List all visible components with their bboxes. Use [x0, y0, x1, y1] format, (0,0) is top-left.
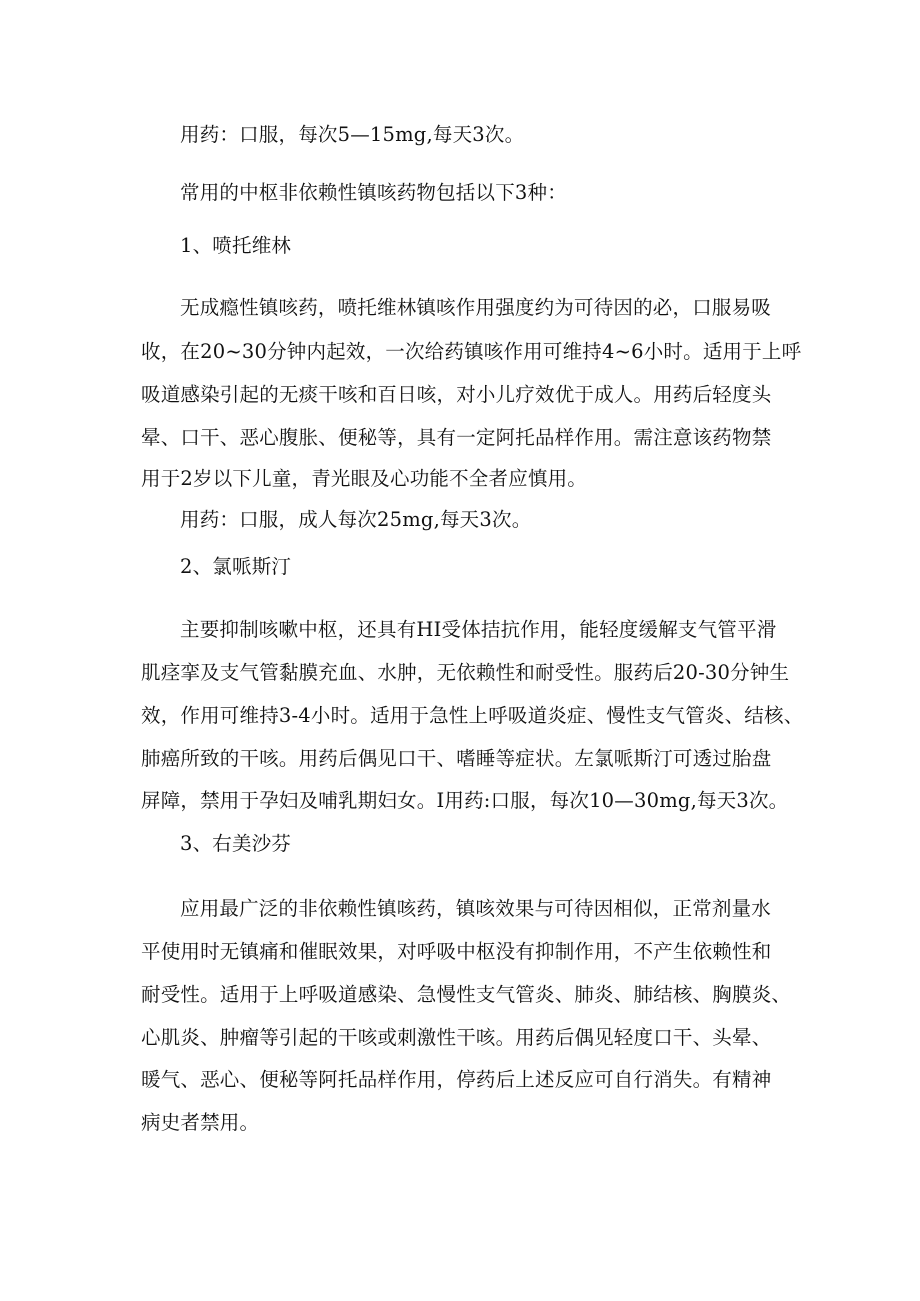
section-2-line: 效，作用可维持3-4小时。适用于急性上呼吸道炎症、慢性支气管炎、结核、 — [141, 704, 804, 727]
intro-paragraph: 常用的中枢非依赖性镇咳药物包括以下3种： — [180, 181, 567, 204]
section-1-line: 晕、口干、恶心腹胀、便秘等，具有一定阿托品样作用。需注意该药物禁 — [141, 426, 772, 449]
section-1-line: 用于2岁以下儿童，青光眼及心功能不全者应慎用。 — [141, 467, 588, 490]
section-2-line: 主要抑制咳嗽中枢，还具有HI受体拮抗作用，能轻度缓解支气管平滑 — [180, 618, 777, 641]
section-1-line: 收，在20~30分钟内起效，一次给药镇咳作用可维持4~6小时。适用于上呼 — [141, 340, 802, 363]
section-3-line: 耐受性。适用于上呼吸道感染、急慢性支气管炎、肺炎、肺结核、胸膜炎、 — [141, 983, 792, 1006]
section-heading-2: 2、氯哌斯汀 — [180, 555, 292, 578]
section-heading-3: 3、右美沙芬 — [180, 832, 292, 855]
section-1-dosage: 用药：口服，成人每次25mg,每天3次。 — [180, 508, 532, 531]
section-3-line: 暖气、恶心、便秘等阿托品样作用，停药后上述反应可自行消失。有精神 — [141, 1068, 772, 1091]
section-3-line: 应用最广泛的非依赖性镇咳药，镇咳效果与可待因相似，正常剂量水 — [180, 897, 772, 920]
dosage-line-intro: 用药：口服，每次5—15mg,每天3次。 — [180, 123, 525, 146]
section-2-line: 屏障，禁用于孕妇及哺乳期妇女。I用药:口服，每次10—30mg,每天3次。 — [141, 789, 789, 812]
section-2-line: 肺癌所致的干咳。用药后偶见口干、嗜睡等症状。左氯哌斯汀可透过胎盘 — [141, 747, 772, 770]
section-3-line: 平使用时无镇痛和催眠效果，对呼吸中枢没有抑制作用，不产生依赖性和 — [141, 940, 772, 963]
section-1-line: 吸道感染引起的无痰干咳和百日咳，对小儿疗效优于成人。用药后轻度头 — [141, 383, 772, 406]
section-3-line: 心肌炎、肿瘤等引起的干咳或刺激性干咳。用药后偶见轻度口干、头晕、 — [141, 1026, 772, 1049]
section-3-line: 病史者禁用。 — [141, 1111, 260, 1134]
section-2-line: 肌痉挛及支气管黏膜充血、水肿，无依赖性和耐受性。服药后20-30分钟生 — [141, 661, 790, 684]
section-heading-1: 1、喷托维林 — [180, 234, 292, 257]
section-1-line: 无成瘾性镇咳药，喷托维林镇咳作用强度约为可待因的必，口服易吸 — [180, 296, 772, 319]
